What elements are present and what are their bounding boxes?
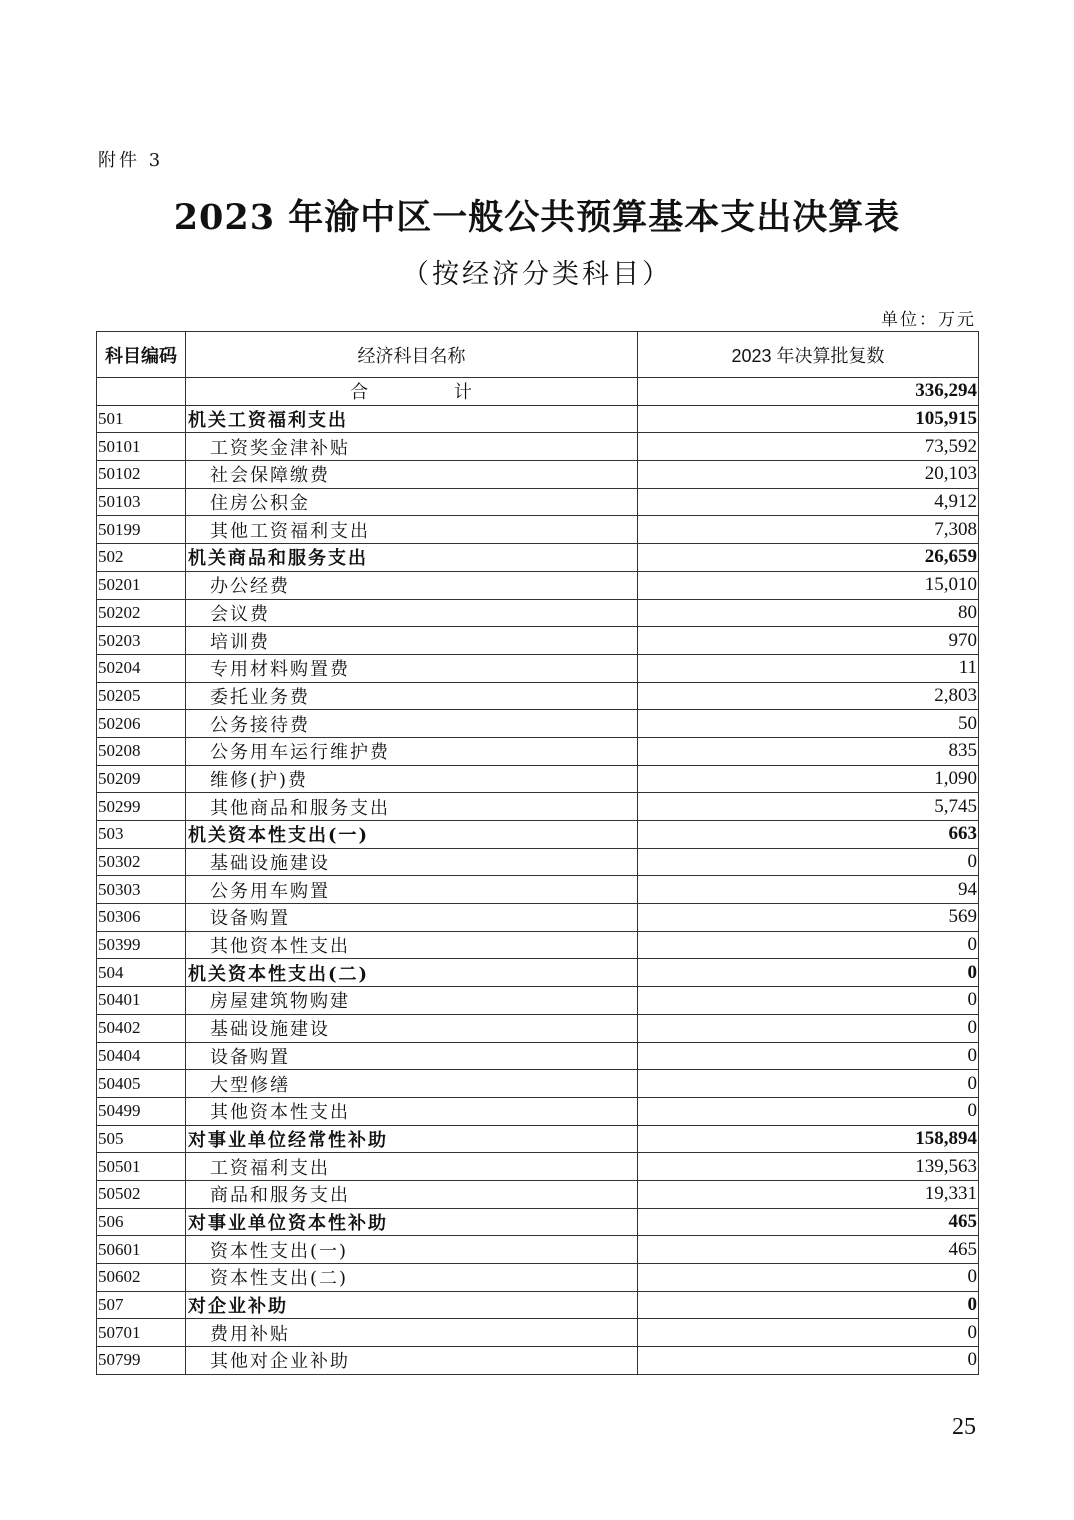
table-row	[97, 959, 979, 987]
row-value: 0	[638, 931, 979, 959]
page-title: 2023 年渝中区一般公共预算基本支出决算表	[173, 197, 901, 238]
row-value: 0	[638, 1014, 979, 1042]
row-code: 50303	[97, 876, 186, 904]
row-name: 其他工资福利支出	[186, 516, 638, 544]
row-value: 835	[638, 737, 979, 765]
table-row	[97, 1125, 979, 1153]
table-row	[97, 1180, 979, 1208]
table-row	[97, 1070, 979, 1098]
row-value: 465	[638, 1236, 979, 1264]
row-name: 对企业补助	[186, 1291, 638, 1319]
row-value: 0	[638, 987, 979, 1015]
row-code: 506	[97, 1208, 186, 1236]
table-row	[97, 931, 979, 959]
table-row	[97, 682, 979, 710]
row-name: 会议费	[186, 599, 638, 627]
row-name: 专用材料购置费	[186, 654, 638, 682]
table-row	[97, 1291, 979, 1319]
row-name: 工资福利支出	[186, 1153, 638, 1181]
row-value: 0	[638, 1097, 979, 1125]
row-code: 501	[97, 405, 186, 433]
row-name: 办公经费	[186, 571, 638, 599]
row-value: 105,915	[638, 405, 979, 433]
row-value: 663	[638, 821, 979, 849]
row-name: 公务接待费	[186, 710, 638, 738]
table-row	[97, 433, 979, 461]
row-value: 4,912	[638, 488, 979, 516]
table-row	[97, 544, 979, 572]
row-value: 15,010	[638, 571, 979, 599]
unit-label: 单位：万元	[881, 310, 976, 330]
row-code: 50205	[97, 682, 186, 710]
table-row	[97, 987, 979, 1015]
row-name: 公务用车运行维护费	[186, 737, 638, 765]
table-row	[97, 876, 979, 904]
row-value: 0	[638, 1042, 979, 1070]
row-name: 机关工资福利支出	[186, 405, 638, 433]
row-name: 机关资本性支出(一)	[186, 821, 638, 849]
table-row	[97, 710, 979, 738]
row-value: 1,090	[638, 765, 979, 793]
row-name: 培训费	[186, 627, 638, 655]
budget-table	[96, 331, 979, 1375]
row-value: 0	[638, 959, 979, 987]
row-name: 资本性支出(二)	[186, 1264, 638, 1292]
table-row	[97, 654, 979, 682]
row-code: 50502	[97, 1180, 186, 1208]
attachment-label: 附件 3	[98, 150, 164, 171]
row-value: 139,563	[638, 1153, 979, 1181]
table-row	[97, 627, 979, 655]
row-code: 50405	[97, 1070, 186, 1098]
table-row	[97, 405, 979, 433]
table-row	[97, 1347, 979, 1375]
total-code-cell	[97, 378, 186, 406]
row-value: 2,803	[638, 682, 979, 710]
row-name: 其他商品和服务支出	[186, 793, 638, 821]
table-row	[97, 793, 979, 821]
row-code: 50602	[97, 1264, 186, 1292]
row-name: 机关商品和服务支出	[186, 544, 638, 572]
table-row	[97, 461, 979, 489]
table-row	[97, 1236, 979, 1264]
row-name: 大型修缮	[186, 1070, 638, 1098]
row-code: 50103	[97, 488, 186, 516]
row-value: 20,103	[638, 461, 979, 489]
row-value: 26,659	[638, 544, 979, 572]
table-row	[97, 1097, 979, 1125]
table-row	[97, 1014, 979, 1042]
table-row	[97, 1153, 979, 1181]
table-row	[97, 571, 979, 599]
table-row	[97, 765, 979, 793]
row-name: 对事业单位资本性补助	[186, 1208, 638, 1236]
row-value: 0	[638, 1347, 979, 1375]
row-value: 94	[638, 876, 979, 904]
table-row	[97, 599, 979, 627]
row-value: 50	[638, 710, 979, 738]
row-code: 50501	[97, 1153, 186, 1181]
table-row	[97, 737, 979, 765]
row-code: 50201	[97, 571, 186, 599]
row-value: 970	[638, 627, 979, 655]
row-code: 50499	[97, 1097, 186, 1125]
row-code: 50101	[97, 433, 186, 461]
header-name: 经济科目名称	[186, 332, 638, 378]
row-name: 基础设施建设	[186, 1014, 638, 1042]
row-name: 工资奖金津补贴	[186, 433, 638, 461]
row-code: 50401	[97, 987, 186, 1015]
header-code: 科目编码	[97, 332, 186, 378]
row-name: 对事业单位经常性补助	[186, 1125, 638, 1153]
row-code: 50199	[97, 516, 186, 544]
row-name: 其他资本性支出	[186, 931, 638, 959]
row-code: 50302	[97, 848, 186, 876]
row-name: 社会保障缴费	[186, 461, 638, 489]
row-value: 569	[638, 904, 979, 932]
table-row	[97, 1264, 979, 1292]
row-code: 50306	[97, 904, 186, 932]
row-name: 委托业务费	[186, 682, 638, 710]
row-code: 50208	[97, 737, 186, 765]
row-value: 0	[638, 1291, 979, 1319]
header-value: 2023 年决算批复数	[638, 332, 979, 378]
row-name: 资本性支出(一)	[186, 1236, 638, 1264]
row-code: 503	[97, 821, 186, 849]
row-code: 50601	[97, 1236, 186, 1264]
row-name: 设备购置	[186, 1042, 638, 1070]
row-code: 50402	[97, 1014, 186, 1042]
row-code: 50202	[97, 599, 186, 627]
table-row	[97, 821, 979, 849]
row-value: 7,308	[638, 516, 979, 544]
row-name: 维修(护)费	[186, 765, 638, 793]
row-value: 11	[638, 654, 979, 682]
row-code: 505	[97, 1125, 186, 1153]
row-name: 费用补贴	[186, 1319, 638, 1347]
row-name: 其他对企业补助	[186, 1347, 638, 1375]
row-name: 住房公积金	[186, 488, 638, 516]
row-value: 5,745	[638, 793, 979, 821]
row-name: 设备购置	[186, 904, 638, 932]
table-row	[97, 1208, 979, 1236]
row-name: 商品和服务支出	[186, 1180, 638, 1208]
table-row	[97, 488, 979, 516]
row-code: 50209	[97, 765, 186, 793]
row-value: 0	[638, 1319, 979, 1347]
row-name: 基础设施建设	[186, 848, 638, 876]
table-row	[97, 1319, 979, 1347]
row-value: 0	[638, 848, 979, 876]
table-row	[97, 516, 979, 544]
row-code: 50203	[97, 627, 186, 655]
row-code: 504	[97, 959, 186, 987]
row-value: 80	[638, 599, 979, 627]
row-code: 50206	[97, 710, 186, 738]
row-name: 机关资本性支出(二)	[186, 959, 638, 987]
row-code: 507	[97, 1291, 186, 1319]
row-code: 50102	[97, 461, 186, 489]
table-row	[97, 848, 979, 876]
page-subtitle: （按经济分类科目）	[402, 259, 672, 290]
row-code: 50799	[97, 1347, 186, 1375]
row-code: 50204	[97, 654, 186, 682]
row-code: 50299	[97, 793, 186, 821]
row-value: 465	[638, 1208, 979, 1236]
total-value: 336,294	[638, 378, 979, 406]
table-header-row	[97, 332, 979, 378]
row-code: 50404	[97, 1042, 186, 1070]
page-number: 25	[952, 1414, 976, 1440]
row-name: 房屋建筑物购建	[186, 987, 638, 1015]
row-value: 19,331	[638, 1180, 979, 1208]
table-row	[97, 904, 979, 932]
row-code: 502	[97, 544, 186, 572]
row-value: 0	[638, 1070, 979, 1098]
table-row	[97, 1042, 979, 1070]
total-row	[97, 378, 979, 406]
row-value: 73,592	[638, 433, 979, 461]
row-code: 50399	[97, 931, 186, 959]
row-value: 0	[638, 1264, 979, 1292]
row-name: 公务用车购置	[186, 876, 638, 904]
row-code: 50701	[97, 1319, 186, 1347]
row-name: 其他资本性支出	[186, 1097, 638, 1125]
total-label: 合 计	[186, 378, 638, 406]
row-value: 158,894	[638, 1125, 979, 1153]
